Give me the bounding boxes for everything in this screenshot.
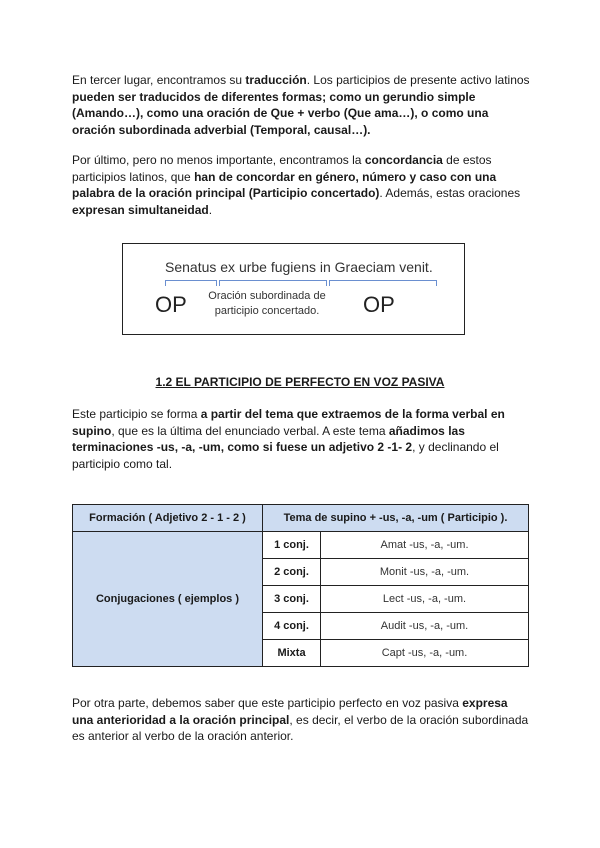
- formation-table: [72, 504, 529, 667]
- text: , es decir, el verbo de la oración subordinada es anterior al verbo de la oración anterior.: [72, 712, 529, 743]
- bracket-subordinate: [219, 280, 327, 286]
- text: .: [208, 202, 213, 217]
- bold-text: han de concordar en género, número y caso con una palabra de la oración principal (Participio concertado): [72, 169, 497, 200]
- diagram-note: Oración subordinada de participio concertado.: [208, 290, 326, 317]
- diagram-sentence: Senatus ex urbe fugiens in Graeciam venit.: [165, 259, 433, 275]
- conj-cell: 3 conj.: [263, 586, 321, 613]
- ending-cell: Monit -us, -a, -um.: [321, 559, 529, 586]
- bold-text: añadimos las terminaciones -us, -a, -um, como si fuese un adjetivo 2 -1- 2: [72, 423, 465, 454]
- bold-text: expresa una anterioridad a la oración principal: [72, 696, 508, 727]
- bold-text: a partir del tema que extraemos de la forma verbal en supino: [72, 407, 505, 438]
- op-label-left: OP: [155, 292, 187, 317]
- table-row: [73, 532, 529, 559]
- conj-cell: 4 conj.: [263, 613, 321, 640]
- bold-text: expresan simultaneidad: [72, 202, 209, 217]
- sentence-diagram: [122, 243, 465, 335]
- paragraph-formacion: [72, 406, 532, 472]
- text: , y declinando el participio como tal.: [72, 440, 499, 471]
- conj-cell: 1 conj.: [263, 532, 321, 559]
- op-label-right: OP: [363, 292, 395, 317]
- text: . Los participios de presente activo latinos: [306, 73, 530, 87]
- paragraph-traduccion: [72, 72, 532, 138]
- text: . Además, estas oraciones: [379, 186, 521, 200]
- paragraph-concordancia: [72, 152, 532, 218]
- bold-text: traducción: [245, 73, 307, 87]
- text: Por último, pero no menos importante, encontramos la: [72, 153, 365, 167]
- conj-cell: 2 conj.: [263, 559, 321, 586]
- bold-text: concordancia: [364, 153, 443, 167]
- header-tema: Tema de supino + -us, -a, -um ( Participio ).: [263, 505, 529, 532]
- ending-cell: Lect -us, -a, -um.: [321, 586, 529, 613]
- bracket-main-left: [165, 280, 217, 286]
- table-header-row: [73, 505, 529, 532]
- text: En tercer lugar, encontramos su: [72, 73, 246, 87]
- header-formacion: Formación ( Adjetivo 2 - 1 - 2 ): [73, 505, 263, 532]
- ending-cell: Amat -us, -a, -um.: [321, 532, 529, 559]
- section-title: 1.2 EL PARTICIPIO DE PERFECTO EN VOZ PASIVA: [155, 375, 445, 389]
- text: Este participio se forma: [72, 407, 201, 421]
- bold-text: pueden ser traducidos de diferentes formas; como un gerundio simple (Amando…), como una oración de Que + verbo (Que ama…), o como una oración subordinada adverbial (Temporal, causal…).: [72, 89, 489, 137]
- conjugaciones-label: Conjugaciones ( ejemplos ): [73, 532, 263, 667]
- text: , que es la última del enunciado verbal. A este tema: [111, 423, 389, 438]
- text: de estos participios latinos, que: [72, 153, 492, 184]
- ending-cell: Audit -us, -a, -um.: [321, 613, 529, 640]
- bracket-main-right: [329, 280, 437, 286]
- conj-cell: Mixta: [263, 640, 321, 667]
- paragraph-anterioridad: [72, 695, 532, 745]
- text: Por otra parte, debemos saber que este participio perfecto en voz pasiva: [72, 696, 463, 710]
- ending-cell: Capt -us, -a, -um.: [321, 640, 529, 667]
